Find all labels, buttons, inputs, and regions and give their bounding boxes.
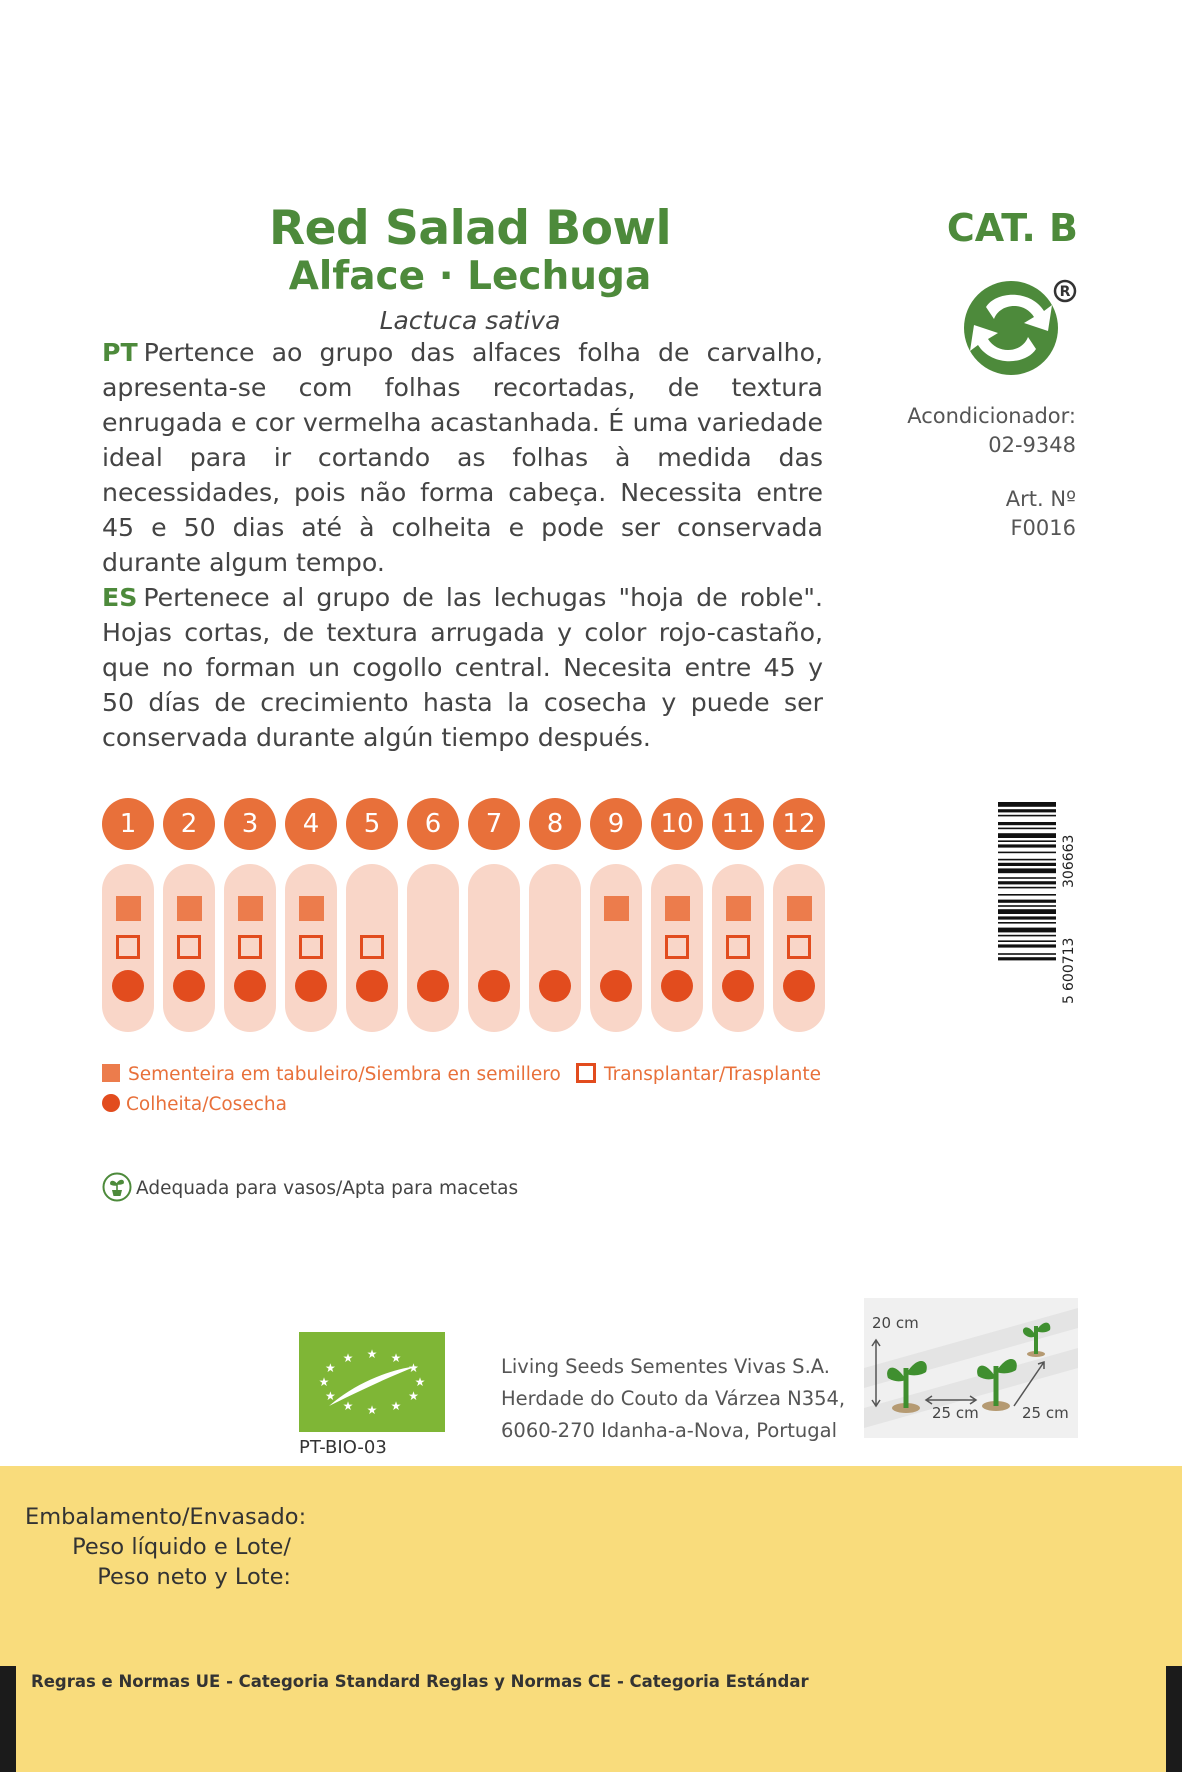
article-label: Art. Nº	[1005, 487, 1076, 511]
barcode-bar	[998, 900, 1056, 903]
description-pt	[102, 335, 823, 580]
legend-harvest-label: Colheita/Cosecha	[126, 1094, 287, 1115]
spacing-depth: 20 cm	[872, 1314, 919, 1332]
barcode-bar	[998, 909, 1056, 914]
harvest-marker	[173, 970, 205, 1002]
sowing-calendar	[102, 798, 822, 1038]
barcode-bar	[998, 916, 1056, 919]
eu-star-icon: ★	[414, 1375, 426, 1389]
description-es	[102, 580, 823, 755]
barcode-bar	[998, 940, 1056, 942]
product-common-names: Alface · Lechuga	[288, 254, 652, 299]
company-address-1: Herdade do Couto da Várzea N354,	[501, 1387, 846, 1410]
sow-tray-marker	[177, 896, 202, 921]
harvest-marker	[478, 970, 510, 1002]
barcode	[996, 798, 1082, 1012]
lang-code-pt: PT	[102, 338, 138, 367]
calendar-column	[346, 798, 398, 1034]
calendar-column	[773, 798, 825, 1034]
eu-star-icon: ★	[325, 1389, 336, 1403]
barcode-bar	[998, 868, 1056, 873]
barcode-bar	[998, 859, 1056, 861]
barcode-bar	[998, 935, 1056, 937]
barcode-bar	[998, 905, 1056, 907]
pot-suitable-label: Adequada para vasos/Apta para macetas	[136, 1178, 519, 1199]
barcode-bar	[998, 809, 1056, 812]
calendar-column	[102, 798, 154, 1034]
harvest-marker	[722, 970, 754, 1002]
harvest-marker	[234, 970, 266, 1002]
article-info	[1006, 485, 1076, 543]
month-number: 7	[468, 798, 520, 850]
barcode-bar	[998, 840, 1056, 842]
barcode-bar	[998, 953, 1056, 955]
eu-star-icon: ★	[366, 1347, 378, 1361]
product-latin-name: Lactuca sativa	[379, 306, 561, 335]
calendar-column	[590, 798, 642, 1034]
month-number: 2	[163, 798, 215, 850]
packer-code: 02-9348	[988, 433, 1076, 457]
barcode-bar	[998, 852, 1056, 854]
barcode-digits-1: 5	[1061, 995, 1077, 1004]
packer-info	[907, 402, 1076, 460]
transplant-marker	[726, 935, 750, 959]
eu-star-icon: ★	[325, 1361, 336, 1375]
month-number: 5	[346, 798, 398, 850]
organic-code: PT-BIO-03	[299, 1437, 387, 1458]
transplant-marker	[787, 935, 811, 959]
svg-text:R: R	[1059, 284, 1071, 300]
eu-star-icon: ★	[366, 1403, 378, 1417]
barcode-bar	[998, 802, 1056, 807]
transplant-marker	[238, 935, 262, 959]
harvest-marker	[417, 970, 449, 1002]
sow-tray-marker	[726, 896, 751, 921]
month-number: 6	[407, 798, 459, 850]
barcode-bar	[998, 887, 1056, 889]
transplant-marker	[665, 935, 689, 959]
barcode-bar	[998, 844, 1056, 847]
sow-tray-marker	[116, 896, 141, 921]
calendar-month-bar	[407, 864, 459, 1032]
calendar-column	[224, 798, 276, 1034]
month-number: 12	[773, 798, 825, 850]
product-name: Red Salad Bowl	[268, 201, 672, 256]
transplant-marker	[299, 935, 323, 959]
planting-spacing-diagram	[864, 1298, 1078, 1438]
harvest-marker	[539, 970, 571, 1002]
description-es-text: Pertenece al grupo de las lechugas "hoja de roble". Hojas cortas, de textura arrugada y color rojo-castaño, que no forman un cogollo central. Necesita entre 45 y 50 días de crecimiento hasta la cosecha y puede ser conservada durante algún tiempo después.	[102, 583, 823, 752]
packaging-line-2: Peso líquido e Lote/	[72, 1534, 291, 1560]
eu-star-icon: ★	[342, 1399, 354, 1414]
barcode-bar	[998, 894, 1056, 896]
calendar-column	[163, 798, 215, 1034]
eu-star-icon: ★	[408, 1361, 419, 1375]
company-info	[501, 1351, 845, 1447]
barcode-bar	[998, 881, 1056, 884]
sow-tray-marker	[238, 896, 263, 921]
spacing-plant: 25 cm	[1022, 1404, 1069, 1422]
green-dot-recycling-icon	[960, 277, 1080, 377]
transplant-marker	[360, 935, 384, 959]
calendar-column	[529, 798, 581, 1034]
packaging-line-1: Embalamento/Envasado:	[25, 1504, 307, 1530]
calendar-month-bar	[468, 864, 520, 1032]
category-label: CAT. B	[946, 206, 1078, 250]
packaging-line-3: Peso neto y Lote:	[97, 1564, 291, 1590]
legend-transplant-label: Transplantar/Trasplante	[604, 1064, 822, 1085]
calendar-column	[712, 798, 764, 1034]
eu-star-icon: ★	[342, 1350, 354, 1365]
month-number: 8	[529, 798, 581, 850]
barcode-bar	[998, 828, 1056, 830]
description-pt-text: Pertence ao grupo das alfaces folha de carvalho, apresenta-se com folhas recortadas, de textura enrugada e cor vermelha acastanhada. É uma variedade ideal para ir cortando as folhas à medida das necessidades, pois não forma cabeça. Necessita entre 45 e 50 dias até à colheita e pode ser conservada durante algum tempo.	[102, 338, 823, 577]
eu-star-icon: ★	[390, 1399, 402, 1414]
eu-organic-logo	[299, 1332, 445, 1432]
month-number: 3	[224, 798, 276, 850]
eu-star-icon: ★	[408, 1389, 419, 1403]
harvest-marker	[356, 970, 388, 1002]
spacing-row: 25 cm	[932, 1404, 979, 1422]
sow-tray-marker	[299, 896, 324, 921]
calendar-column	[285, 798, 337, 1034]
legend-transplant	[576, 1063, 821, 1087]
month-number: 4	[285, 798, 337, 850]
harvest-marker	[783, 970, 815, 1002]
calendar-column	[651, 798, 703, 1034]
legend-sow-tray-label: Sementeira em tabuleiro/Siembra en semillero	[128, 1064, 561, 1085]
company-name: Living Seeds Sementes Vivas S.A.	[501, 1355, 830, 1378]
harvest-marker	[295, 970, 327, 1002]
barcode-digits-2: 600713	[1061, 937, 1077, 991]
company-address-2: 6060-270 Idanha-a-Nova, Portugal	[501, 1419, 838, 1442]
pot-suitable	[102, 1172, 518, 1203]
month-number: 9	[590, 798, 642, 850]
barcode-digits-3: 306663	[1061, 834, 1077, 888]
lang-code-es: ES	[102, 583, 138, 612]
barcode-bar	[998, 815, 1056, 817]
month-number: 1	[102, 798, 154, 850]
harvest-marker	[112, 970, 144, 1002]
barcode-bar	[998, 822, 1056, 825]
sow-tray-icon	[102, 1064, 120, 1082]
barcode-bar	[998, 928, 1056, 933]
harvest-marker	[661, 970, 693, 1002]
crop-mark-right	[1166, 1666, 1182, 1772]
sow-tray-marker	[665, 896, 690, 921]
calendar-month-bar	[590, 864, 642, 1032]
barcode-bar	[998, 833, 1056, 838]
legend-sow-tray	[102, 1063, 561, 1087]
pot-plant-icon	[102, 1172, 132, 1202]
calendar-column	[407, 798, 459, 1034]
sow-tray-marker	[787, 896, 812, 921]
month-number: 10	[651, 798, 703, 850]
barcode-bar	[998, 922, 1056, 924]
eu-star-icon: ★	[318, 1375, 330, 1389]
packaging-info	[25, 1502, 307, 1592]
transplant-marker	[116, 935, 140, 959]
barcode-bar	[998, 957, 1056, 960]
crop-mark-left	[0, 1666, 16, 1772]
transplant-marker	[177, 935, 201, 959]
harvest-marker	[600, 970, 632, 1002]
month-number: 11	[712, 798, 764, 850]
legend-harvest	[102, 1093, 287, 1117]
article-code: F0016	[1010, 516, 1076, 540]
barcode-bar	[998, 877, 1056, 879]
sow-tray-marker	[604, 896, 629, 921]
rules-text: Regras e Normas UE - Categoria Standard Reglas y Normas CE - Categoria Estándar	[31, 1672, 809, 1691]
barcode-bar	[998, 944, 1056, 947]
harvest-icon	[102, 1094, 120, 1112]
calendar-month-bar	[529, 864, 581, 1032]
calendar-column	[468, 798, 520, 1034]
transplant-icon	[576, 1063, 596, 1083]
packer-label: Acondicionador:	[907, 404, 1076, 428]
eu-star-icon: ★	[390, 1350, 402, 1365]
barcode-bar	[998, 863, 1056, 866]
